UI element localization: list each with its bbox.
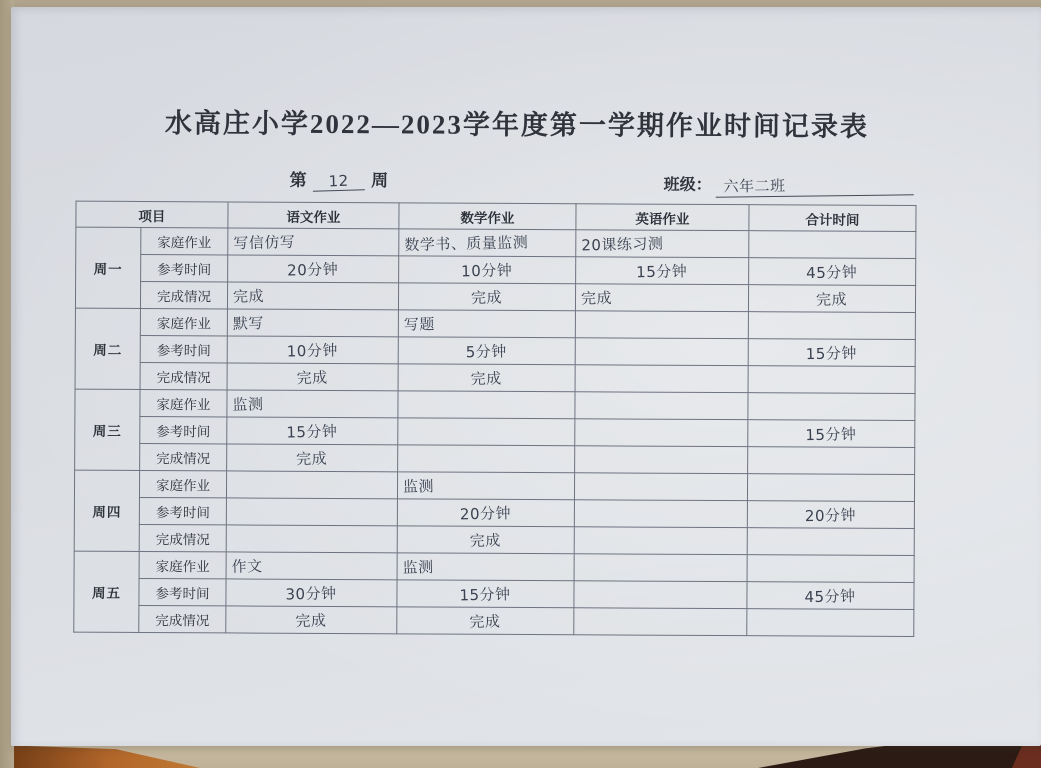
cell-handwritten: 默写 bbox=[232, 313, 265, 333]
cell-handwritten: 完成 bbox=[470, 368, 503, 388]
cell-handwritten: 20分钟 bbox=[460, 503, 512, 523]
week-field bbox=[290, 166, 389, 192]
day-label-tuesday: 周二 bbox=[75, 308, 140, 389]
table-row bbox=[74, 605, 914, 636]
cell-handwritten: 写题 bbox=[403, 314, 436, 334]
row-label: 参考时间 bbox=[139, 578, 226, 605]
week-number-handwritten: 12 bbox=[313, 171, 366, 192]
homework-time-table bbox=[73, 201, 916, 637]
row-label: 完成情况 bbox=[140, 362, 227, 389]
paper-sheet bbox=[11, 7, 1041, 746]
week-suffix-label: 周 bbox=[371, 171, 389, 191]
row-label: 参考时间 bbox=[141, 254, 228, 281]
row-label: 家庭作业 bbox=[140, 308, 227, 335]
cell-handwritten: 监测 bbox=[402, 476, 435, 496]
row-label: 家庭作业 bbox=[141, 227, 228, 254]
week-prefix-label: 第 bbox=[289, 170, 307, 190]
row-label: 完成情况 bbox=[139, 524, 226, 551]
class-value-handwritten: 六年二班 bbox=[716, 173, 914, 197]
cell-handwritten: 写信仿写 bbox=[233, 232, 296, 252]
cell-handwritten: 数学书、质量监测 bbox=[404, 232, 529, 254]
header-chinese: 语文作业 bbox=[228, 202, 399, 229]
cell-handwritten: 完成 bbox=[580, 288, 613, 308]
cell-handwritten: 10分钟 bbox=[461, 260, 513, 280]
cell-handwritten: 45分钟 bbox=[806, 262, 858, 282]
document-title: 水高庄小学2022—2023学年度第一学期作业时间记录表 bbox=[164, 108, 870, 142]
cell-handwritten: 完成 bbox=[232, 286, 265, 306]
cell-handwritten: 完成 bbox=[816, 289, 848, 309]
row-label: 参考时间 bbox=[140, 335, 227, 362]
row-label: 参考时间 bbox=[140, 416, 227, 443]
cell-handwritten: 完成 bbox=[296, 368, 329, 387]
cell-handwritten: 完成 bbox=[469, 611, 502, 631]
cell-handwritten: 完成 bbox=[295, 611, 328, 630]
cell-handwritten: 15分钟 bbox=[286, 421, 339, 441]
day-label-wednesday: 周三 bbox=[75, 389, 140, 470]
cell-handwritten: 5分钟 bbox=[466, 341, 508, 361]
document-content bbox=[9, 4, 1041, 748]
header-total: 合计时间 bbox=[749, 205, 916, 232]
cell-handwritten: 作文 bbox=[231, 556, 263, 576]
header-math: 数学作业 bbox=[399, 203, 576, 230]
cell-handwritten: 监测 bbox=[402, 557, 434, 577]
cell-handwritten: 15分钟 bbox=[636, 261, 688, 281]
class-label: 班级： bbox=[663, 176, 712, 194]
cell-handwritten: 20分钟 bbox=[287, 259, 339, 279]
cell-handwritten: 20分钟 bbox=[805, 505, 857, 525]
cell-handwritten: 15分钟 bbox=[459, 584, 512, 604]
row-label: 参考时间 bbox=[139, 497, 226, 524]
cell-handwritten: 完成 bbox=[471, 287, 503, 307]
row-label: 家庭作业 bbox=[139, 470, 226, 497]
cell-handwritten: 45分钟 bbox=[804, 586, 857, 606]
row-label: 完成情况 bbox=[140, 281, 227, 308]
row-label: 家庭作业 bbox=[139, 551, 226, 578]
header-item: 项目 bbox=[76, 201, 228, 228]
row-label: 家庭作业 bbox=[140, 389, 227, 416]
day-label-thursday: 周四 bbox=[74, 470, 139, 551]
day-label-monday: 周一 bbox=[75, 227, 140, 308]
cell-handwritten: 15分钟 bbox=[805, 424, 858, 444]
row-label: 完成情况 bbox=[140, 443, 227, 470]
header-english: 英语作业 bbox=[576, 204, 749, 231]
cell-handwritten: 完成 bbox=[470, 530, 502, 550]
day-label-friday: 周五 bbox=[74, 551, 139, 632]
cell-handwritten: 30分钟 bbox=[285, 583, 338, 603]
cell-handwritten: 20课练习测 bbox=[581, 234, 664, 254]
cell-handwritten: 监测 bbox=[232, 394, 264, 414]
cell-handwritten: 完成 bbox=[296, 449, 328, 468]
row-label: 完成情况 bbox=[139, 605, 226, 632]
cell-handwritten: 10分钟 bbox=[287, 340, 339, 360]
class-field bbox=[664, 172, 914, 197]
cell-handwritten: 15分钟 bbox=[806, 343, 858, 363]
